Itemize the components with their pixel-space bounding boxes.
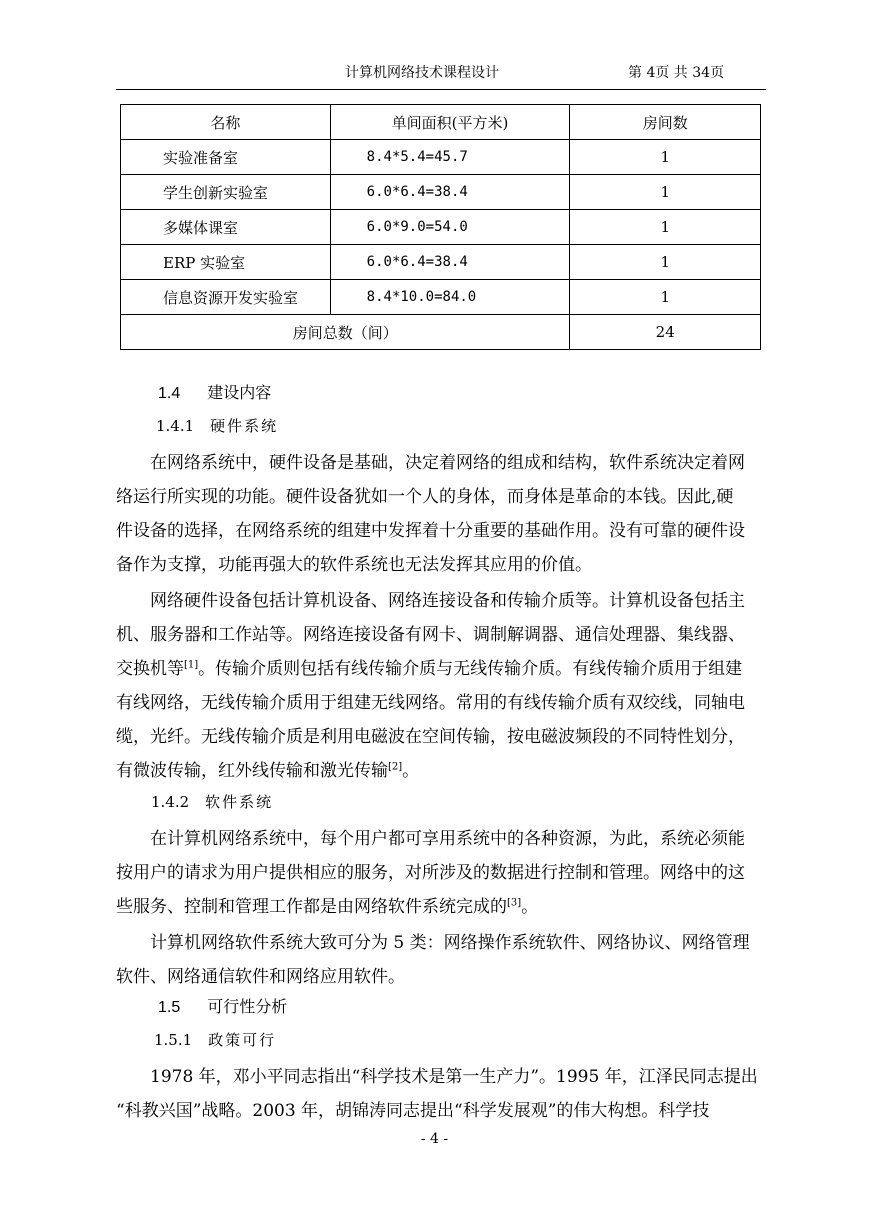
section-heading-1-4 xyxy=(158,380,271,403)
paragraph-line: 1978 年，邓小平同志指出“科学技术是第一生产力”。1995 年，江泽民同志提出 xyxy=(150,1067,758,1087)
paragraph-line xyxy=(116,756,419,781)
text-span: 。 xyxy=(402,761,420,781)
paragraph-line: 备作为支撑，功能再强大的软件系统也无法发挥其应用的价值。 xyxy=(116,555,592,575)
table-row xyxy=(121,175,761,210)
citation-ref[interactable]: [1] xyxy=(184,659,199,671)
paragraph-line: “科教兴国”战略。2003 年，胡锦涛同志提出“科学发展观”的伟大构想。科学技 xyxy=(116,1101,710,1121)
table-row xyxy=(121,245,761,280)
subsection-title: 硬件系统 xyxy=(210,417,279,435)
subsection-title: 软件系统 xyxy=(205,793,274,811)
total-value: 24 xyxy=(570,315,761,350)
column-header-area: 单间面积(平方米) xyxy=(330,105,570,140)
paragraph-line: 在网络系统中，硬件设备是基础，决定着网络的组成和结构，软件系统决定着网 xyxy=(150,453,745,473)
room-area: 6.0*9.0=54.0 xyxy=(330,210,570,245)
paragraph-line: 在计算机网络系统中，每个用户都可享用系统中的各种资源，为此，系统必须能 xyxy=(150,829,745,849)
subsection-title: 政策可行 xyxy=(208,1031,277,1049)
header-rule xyxy=(116,89,766,90)
paragraph-line: 络运行所实现的功能。硬件设备犹如一个人的身体，而身体是革命的本钱。因此,硬 xyxy=(116,487,734,507)
paragraph-line: 件设备的选择，在网络系统的组建中发挥着十分重要的基础作用。没有可靠的硬件设 xyxy=(116,521,745,541)
room-name: 学生创新实验室 xyxy=(121,175,331,210)
subsection-number: 1.5.1 xyxy=(154,1031,193,1049)
text-span: 有微波传输，红外线传输和激光传输 xyxy=(116,761,388,781)
room-area: 6.0*6.4=38.4 xyxy=(330,175,570,210)
header-title: 计算机网络技术课程设计 xyxy=(345,65,499,81)
column-header-count: 房间数 xyxy=(570,105,761,140)
paragraph-line: 网络硬件设备包括计算机设备、网络连接设备和传输介质等。计算机设备包括主 xyxy=(150,591,745,611)
room-area: 8.4*5.4=45.7 xyxy=(330,140,570,175)
page-footer-number: - 4 - xyxy=(420,1131,449,1147)
room-count: 1 xyxy=(570,210,761,245)
paragraph-line: 计算机网络软件系统大致可分为 5 类：网络操作系统软件、网络协议、网络管理 xyxy=(150,933,750,953)
room-name: 信息资源开发实验室 xyxy=(121,280,331,315)
column-header-name: 名称 xyxy=(121,105,331,140)
room-name: 多媒体课室 xyxy=(121,210,331,245)
paragraph-line: 按用户的请求为用户提供相应的服务，对所涉及的数据进行控制和管理。网络中的这 xyxy=(116,863,745,883)
header-page-info: 第 4页 共 34页 xyxy=(628,65,725,81)
subsection-heading-1-4-2 xyxy=(151,791,273,812)
text-span: 。 xyxy=(521,897,539,917)
text-span: 些服务、控制和管理工作都是由网络软件系统完成的 xyxy=(116,897,507,917)
room-count: 1 xyxy=(570,175,761,210)
section-heading-1-5 xyxy=(158,994,287,1017)
room-count: 1 xyxy=(570,245,761,280)
section-number: 1.5 xyxy=(158,999,181,1016)
table-row xyxy=(121,210,761,245)
table-row xyxy=(121,280,761,315)
table-row xyxy=(121,140,761,175)
paragraph-line xyxy=(116,892,538,917)
subsection-number: 1.4.1 xyxy=(156,417,195,435)
paragraph-line xyxy=(116,654,742,679)
citation-ref[interactable]: [3] xyxy=(507,897,522,909)
text-span: 。传输介质则包括有线传输介质与无线传输介质。有线传输介质用于组建 xyxy=(198,659,743,679)
paragraph-line: 有线网络，无线传输介质用于组建无线网络。常用的有线传输介质有双绞线，同轴电 xyxy=(116,693,745,713)
table-header-row xyxy=(121,105,761,140)
room-name: 实验准备室 xyxy=(121,140,331,175)
subsection-number: 1.4.2 xyxy=(151,793,190,811)
citation-ref[interactable]: [2] xyxy=(388,761,403,773)
total-label: 房间总数（间） xyxy=(121,315,570,350)
room-area: 8.4*10.0=84.0 xyxy=(330,280,570,315)
paragraph-line: 软件、网络通信软件和网络应用软件。 xyxy=(116,967,405,987)
room-count: 1 xyxy=(570,280,761,315)
paragraph-line: 缆，光纤。无线传输介质是利用电磁波在空间传输，按电磁波频段的不同特性划分， xyxy=(116,727,745,747)
paragraph-line: 机、服务器和工作站等。网络连接设备有网卡、调制解调器、通信处理器、集线器、 xyxy=(116,625,745,645)
room-count: 1 xyxy=(570,140,761,175)
section-title: 可行性分析 xyxy=(207,999,288,1016)
room-area: 6.0*6.4=38.4 xyxy=(330,245,570,280)
subsection-heading-1-4-1 xyxy=(156,415,278,436)
section-number: 1.4 xyxy=(158,385,181,402)
subsection-heading-1-5-1 xyxy=(154,1029,276,1050)
table-total-row xyxy=(121,315,761,350)
section-title: 建设内容 xyxy=(207,385,272,402)
room-name: ERP 实验室 xyxy=(121,245,331,280)
text-span: 交换机等 xyxy=(116,659,184,679)
rooms-table xyxy=(120,104,761,350)
